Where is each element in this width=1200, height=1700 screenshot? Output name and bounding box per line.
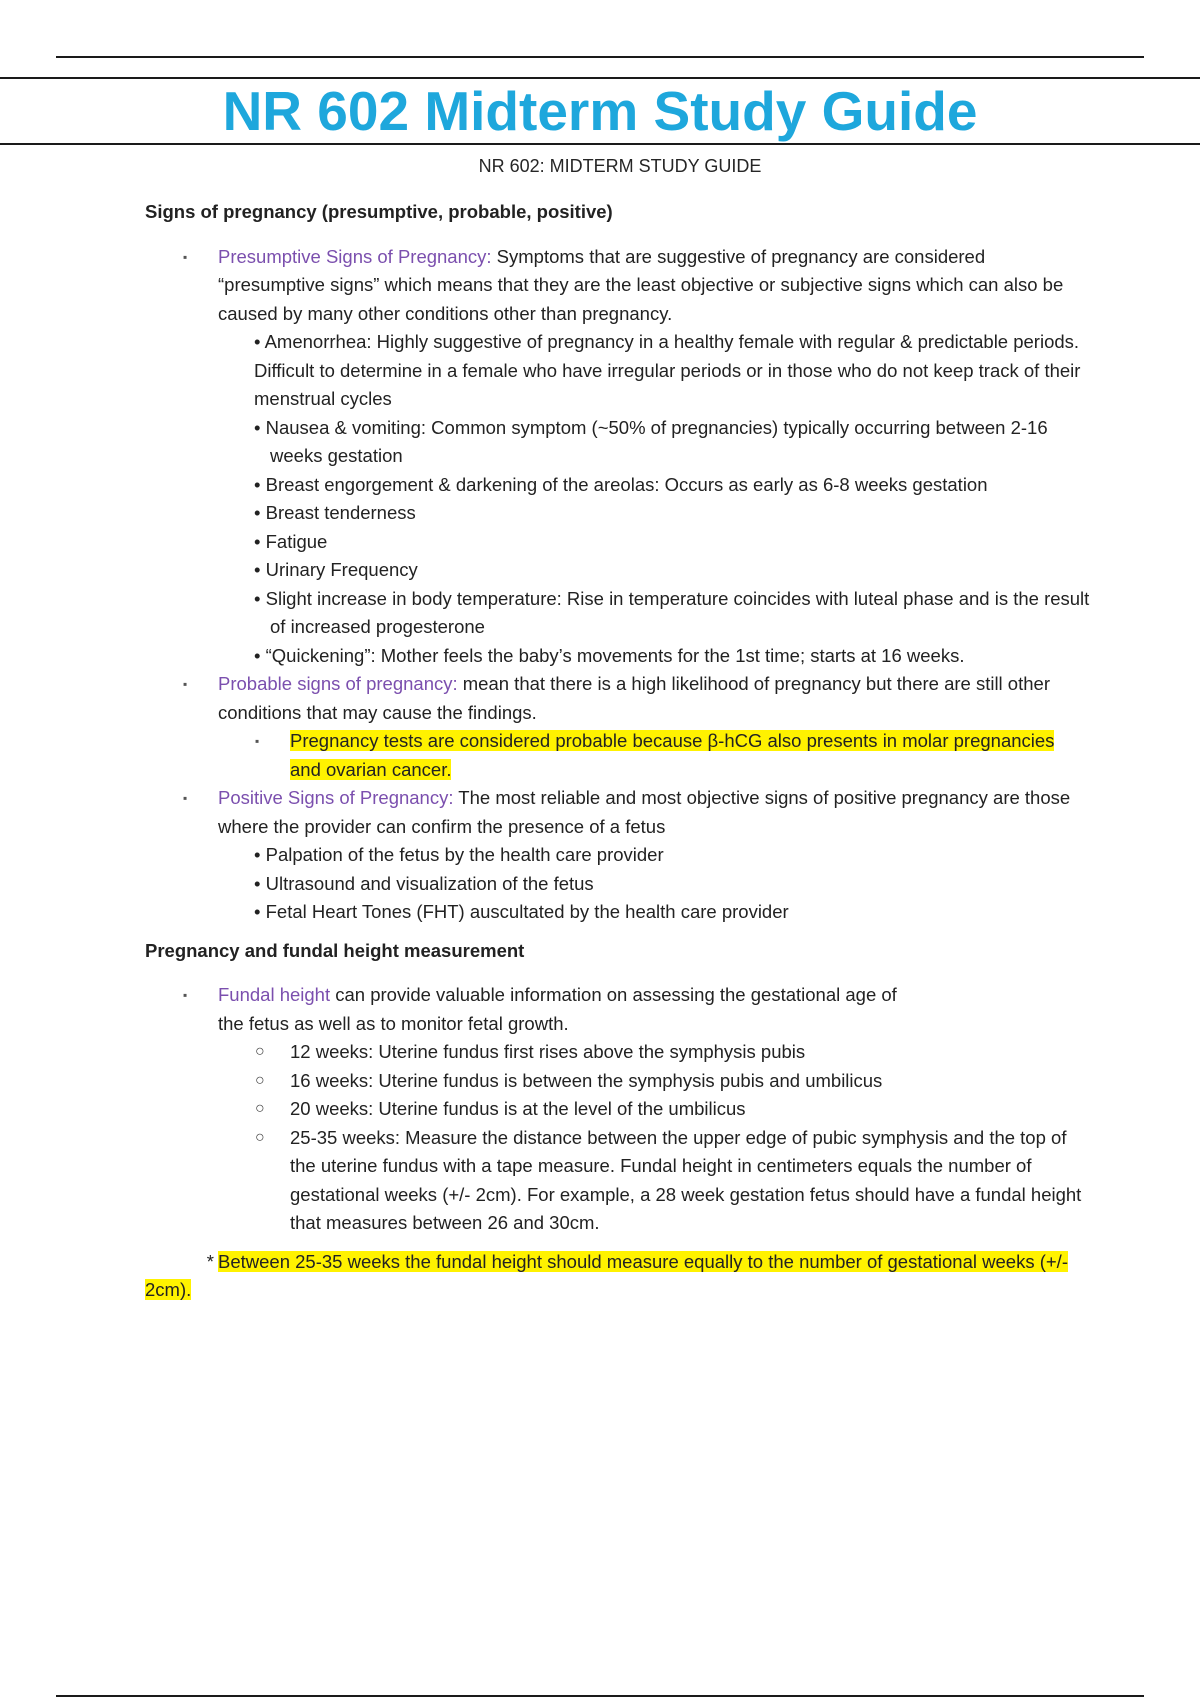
- fundal-item-text: 20 weeks: Uterine fundus is at the level of the umbilicus: [290, 1098, 746, 1119]
- list-item: • Palpation of the fetus by the health care provider: [254, 844, 664, 865]
- fundal-item-text: 12 weeks: Uterine fundus first rises above the symphysis pubis: [290, 1041, 806, 1062]
- circle-bullet-icon: ○: [255, 1128, 265, 1146]
- highlighted-text: Pregnancy tests are considered probable because β-hCG also presents in molar pregnancies and ovarian cancer.: [290, 730, 1055, 780]
- fundal-text: can provide valuable information on assessing the gestational age of the fetus as well as to monitor fetal growth.: [218, 984, 897, 1034]
- list-item: • Urinary Frequency: [254, 559, 418, 580]
- list-item: • Amenorrhea: Highly suggestive of pregnancy in a healthy female with regular & predictable periods. Difficult to determine in a female who have irregular periods or in those who do not keep track of their menstrual cycles: [254, 331, 1081, 409]
- list-item: • Slight increase in body temperature: Rise in temperature coincides with luteal phase and is the result of increased progesterone: [254, 587, 1090, 637]
- probable-note-item: [145, 727, 1090, 784]
- presumptive-label: Presumptive Signs of Pregnancy:: [218, 245, 492, 267]
- highlighted-note: Between 25-35 weeks the fundal height should measure equally to the number of gestational weeks (+/- 2cm).: [145, 1250, 1068, 1300]
- title-bottom-rule: [0, 143, 1200, 145]
- document-body: [145, 198, 1090, 1305]
- note-star: *: [206, 1250, 214, 1272]
- list-item: [145, 1067, 1090, 1096]
- square-bullet-icon: ▪: [255, 734, 260, 748]
- presumptive-text: Symptoms that are suggestive of pregnancy are considered “presumptive signs” which means that they are the least objective or subjective signs which can also be caused by many other conditions other than pregnancy.: [218, 245, 1064, 324]
- top-rule: [56, 56, 1144, 58]
- fundal-note: [145, 1248, 1090, 1305]
- positive-signs-item: [145, 784, 1090, 841]
- list-item: • Fatigue: [254, 530, 328, 552]
- probable-text: mean that there is a high likelihood of pregnancy but there are still other conditions that may cause the findings.: [218, 673, 1050, 723]
- probable-signs-item: [145, 670, 1090, 727]
- fundal-label: Fundal height: [218, 984, 331, 1005]
- list-item: • Fetal Heart Tones (FHT) auscultated by the health care provider: [254, 901, 789, 922]
- circle-bullet-icon: ○: [255, 1100, 265, 1117]
- probable-label: Probable signs of pregnancy:: [218, 673, 458, 694]
- square-bullet-icon: ▪: [183, 249, 188, 264]
- square-bullet-icon: ▪: [183, 791, 188, 805]
- page-title: NR 602 Midterm Study Guide: [222, 80, 978, 142]
- list-item: • Breast tenderness: [254, 502, 416, 523]
- positive-text: The most reliable and most objective signs of positive pregnancy are those where the provider can confirm the presence of a fetus: [218, 787, 1071, 837]
- section-heading-fundal: Pregnancy and fundal height measurement: [145, 939, 525, 961]
- fundal-height-item: [145, 981, 1090, 1038]
- presumptive-signs-item: [145, 243, 1090, 329]
- circle-bullet-icon: ○: [255, 1043, 265, 1060]
- list-item: [145, 1038, 1090, 1067]
- section-heading-signs: Signs of pregnancy (presumptive, probable, positive): [145, 201, 613, 222]
- list-item: • Nausea & vomiting: Common symptom (~50% of pregnancies) typically occurring between 2-16 weeks gestation: [254, 416, 1048, 466]
- fundal-item-text: 16 weeks: Uterine fundus is between the symphysis pubis and umbilicus: [290, 1069, 883, 1091]
- bottom-rule: [56, 1695, 1144, 1697]
- list-item: [145, 1095, 1090, 1124]
- list-item: [145, 1124, 1090, 1238]
- positive-label: Positive Signs of Pregnancy:: [218, 787, 454, 808]
- square-bullet-icon: ▪: [183, 988, 188, 1002]
- document-subtitle: NR 602: MIDTERM STUDY GUIDE: [478, 156, 762, 176]
- fundal-item-text: 25-35 weeks: Measure the distance between the upper edge of pubic symphysis and the top of the uterine fundus with a tape measure. Fundal height in centimeters equals the number of gestational weeks (+/- 2cm). For example, a 28 week gestation fetus should have a fundal height that measures between 26 and 30cm.: [290, 1126, 1082, 1233]
- circle-bullet-icon: ○: [255, 1071, 265, 1089]
- list-item: • Ultrasound and visualization of the fetus: [254, 872, 594, 894]
- list-item: • Breast engorgement & darkening of the areolas: Occurs as early as 6-8 weeks gestation: [254, 473, 988, 495]
- list-item: • “Quickening”: Mother feels the baby’s movements for the 1st time; starts at 16 weeks.: [254, 644, 965, 666]
- square-bullet-icon: ▪: [183, 677, 188, 691]
